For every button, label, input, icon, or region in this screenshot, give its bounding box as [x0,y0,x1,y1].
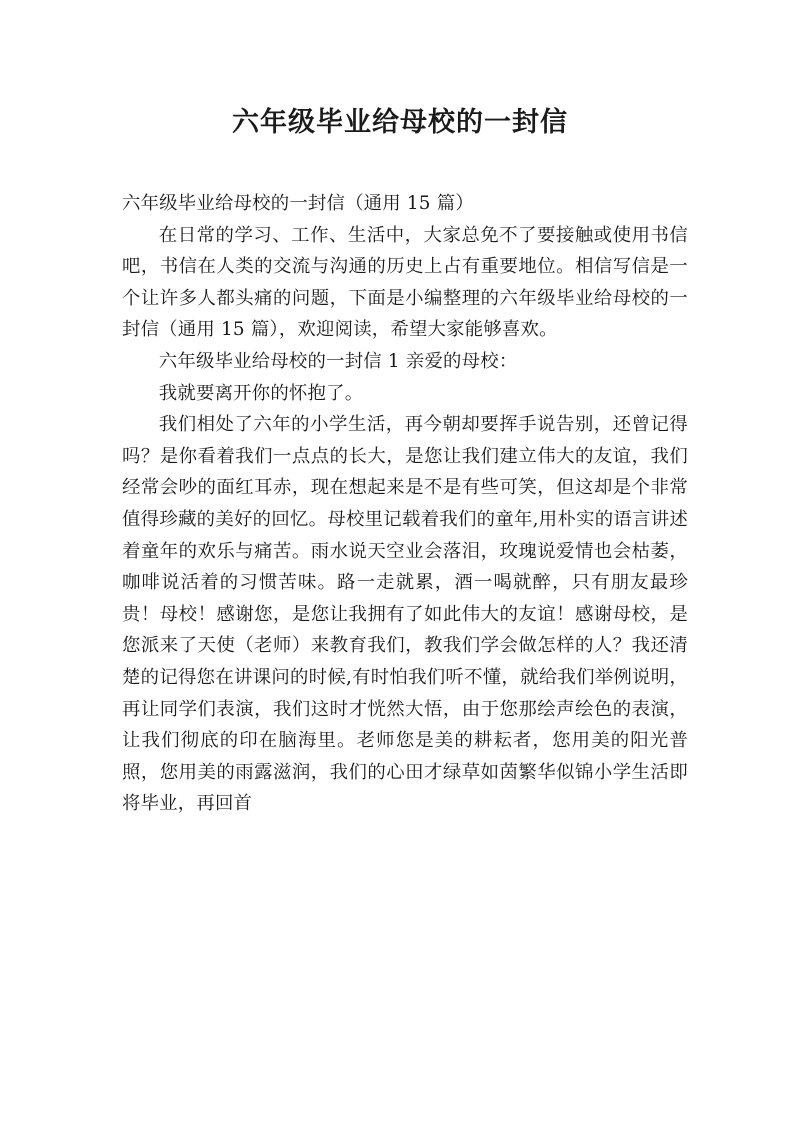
letter-body-paragraph: 我们相处了六年的小学生活，再今朝却要挥手说告别，还曾记得吗？是你看着我们一点点的长大，是您让我们建立伟大的友谊，我们经常会吵的面红耳赤，现在想起来是不是有些可笑，但这却是个非常值得珍藏的美好的回忆。母校里记载着我们的童年,用朴实的语言讲述着童年的欢乐与痛苦。雨水说天空业会落泪，玫瑰说爱情也会枯萎，咖啡说活着的习惯苦味。路一走就累，酒一喝就醉，只有朋友最珍贵！母校！感谢您，是您让我拥有了如此伟大的友谊！感谢母校，是您派来了天使（老师）来教育我们，教我们学会做怎样的人？我还清楚的记得您在讲课问的时候,有时怕我们听不懂，就给我们举例说明，再让同学们表演，我们这时才恍然大悟，由于您那绘声绘色的表演，让我们彻底的印在脑海里。老师您是美的耕耘者，您用美的阳光普照，您用美的雨露滋润，我们的心田才绿草如茵繁华似锦小学生活即将毕业，再回首 [122,414,688,815]
letter-opening-paragraph: 我就要离开你的怀抱了。 [158,382,364,404]
intro-paragraph: 在日常的学习、工作、生活中，大家总免不了要接触或使用书信吧，书信在人类的交流与沟通的历史上占有重要地位。相信写信是一个让许多人都头痛的问题，下面是小编整理的六年级毕业给母校的一封信（通用 15 篇），欢迎阅读，希望大家能够喜欢。 [122,224,688,341]
document-title: 六年级毕业给母校的一封信 [232,107,568,138]
subtitle-paragraph: 六年级毕业给母校的一封信（通用 15 篇） [122,193,474,214]
letter-heading-paragraph: 六年级毕业给母校的一封信 1 亲爱的母校： [158,350,518,372]
document-body [122,188,688,820]
